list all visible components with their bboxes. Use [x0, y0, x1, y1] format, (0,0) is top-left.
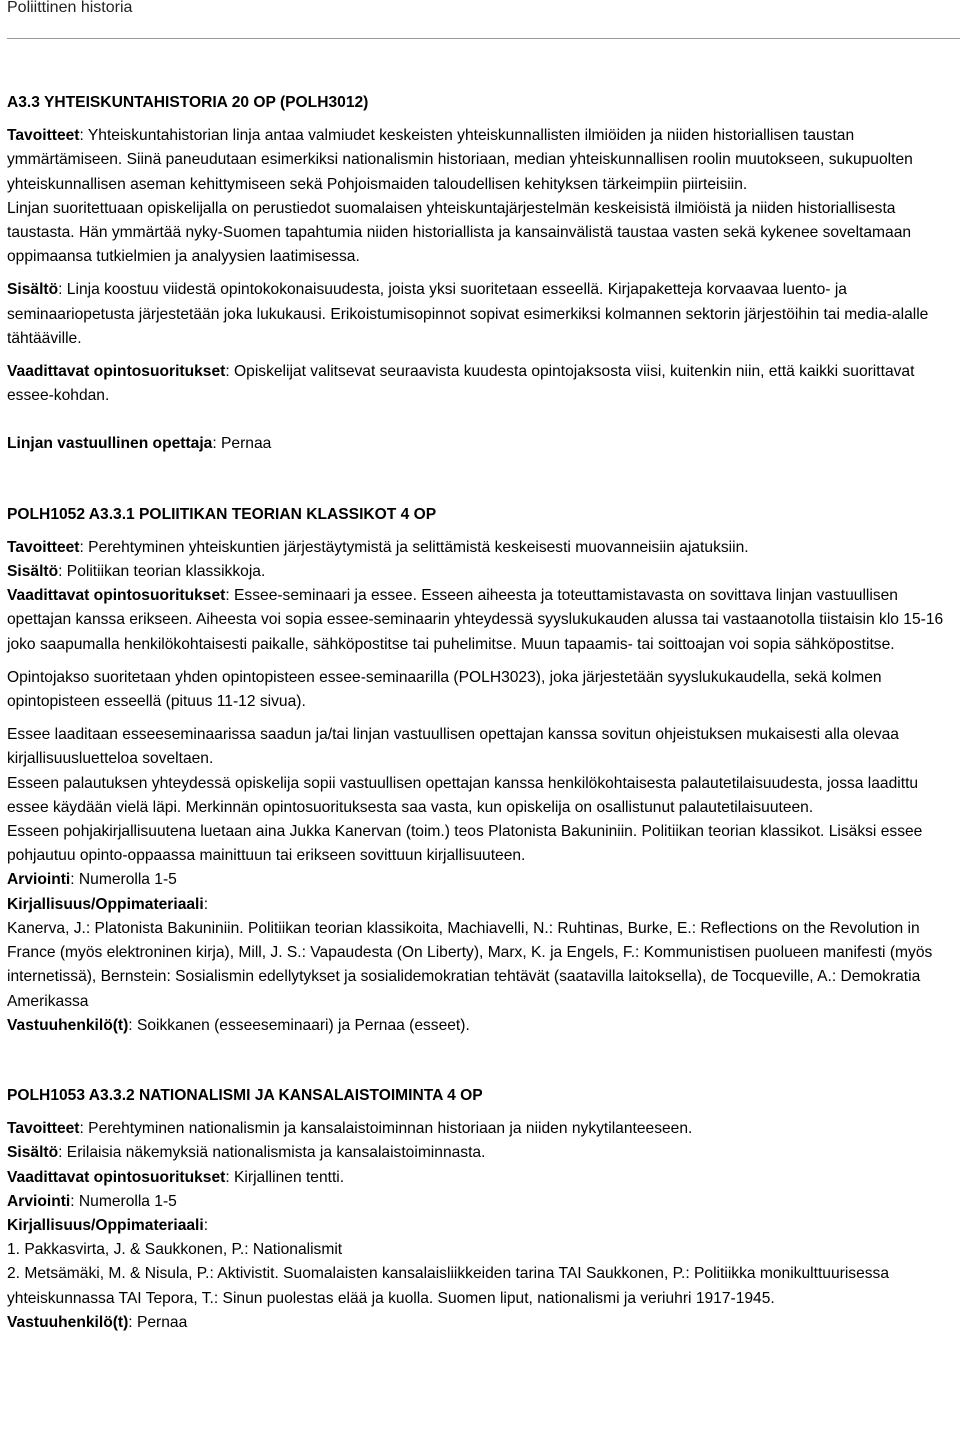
course1-para3: Esseen palautuksen yhteydessä opiskelija sopii vastuullisen opettajan kanssa henkilökohtaisesta palautetilaisuudesta, jossa laadittu essee käydään vielä läpi. Merkinnän opintosuorituksesta saa vasta, kun opiskelija on osallistunut palautetilaisuuteen. — [7, 774, 919, 816]
course1-para2: Essee laaditaan esseeseminaarissa saadun ja/tai linjan vastuullisen opettajan kanssa sovitun ohjeistuksen mukaisesti alla olevaa kirjallisuusluetteloa soveltaen. — [7, 726, 899, 768]
course1-literature: Kanerva, J.: Platonista Bakuniniin. Politiikan teorian klassikoita, Machiavelli, N.: Ruhtinas, Burke, E.: Reflections on the Revolution in France (myös elektroninen kirja), Mill, J. S.: Vapaudesta (On Liberty), Marx, K. ja Engels, F.: Kommunistisen puolueen manifesti (myös internetissä), Bernstein: Sosialismin edellytykset ja sosialidemokratian tehtävät (saatavilla laitoksella), de Tocqueville, A.: Demokratia Amerikassa — [7, 919, 933, 1010]
line-content: Sisältö: Linja koostuu viidestä opintokokonaisuudesta, joista yksi suoritetaan esseellä. Kirjapaketteja korvaavaa luento- ja seminaariopetusta järjestetään joka lukukausi. Erikoistumisopinnot sopivat esimerkiksi kolmannen sektorin järjestöihin tai media-alalle tähtääville. — [7, 281, 929, 347]
course2-literature-1: 1. Pakkasvirta, J. & Saukkonen, P.: Nationalismit — [7, 1241, 343, 1259]
header-divider — [7, 38, 960, 39]
line-completion: Linjan suoritettuaan opiskelijalla on perustiedot suomalaisen yhteiskuntajärjestelmän keskeisistä ilmiöistä ja niiden historiallisesta taustasta. Hän ymmärtää nyky-Suomen tapahtumia niiden historiallista ja kansainvälistä taustaa vasten sekä kykenee soveltamaan oppimaansa tutkielmien ja analyysien laatimisessa. — [7, 199, 912, 266]
main-heading: A3.3 YHTEISKUNTAHISTORIA 20 OP (POLH3012) — [7, 94, 369, 111]
course1-grading: Arviointi: Numerolla 1-5 — [7, 871, 177, 889]
course2-responsible: Vastuuhenkilö(t): Pernaa — [7, 1313, 188, 1331]
course1-para1: Opintojakso suoritetaan yhden opintopisteen essee-seminaarilla (POLH3023), joka järjestetään syyslukukaudella, sekä kolmen opintopisteen esseellä (pituus 11-12 sivua). — [7, 668, 882, 711]
course1-literature-label: Kirjallisuus/Oppimateriaali: — [7, 895, 209, 913]
course2-objectives: Tavoitteet: Perehtyminen nationalismin ja kansalaistoiminnan historiaan ja niiden nykytilanteeseen. — [7, 1120, 693, 1138]
document-body — [7, 91, 955, 1335]
course1-para4: Esseen pohjakirjallisuutena luetaan aina Jukka Kanervan (toim.) teos Platonista Bakuniniin. Politiikan teorian klassikot. Lisäksi essee pohjautuu opinto-oppaassa mainittuun tai erikseen sovittuun kirjallisuuteen. — [7, 823, 923, 865]
line-requirements: Vaadittavat opintosuoritukset: Opiskelijat valitsevat seuraavista kuudesta opintojaksosta viisi, kuitenkin niin, että kaikki suorittavat essee-kohdan. — [7, 363, 915, 405]
page-header — [0, 0, 960, 40]
line-objectives: Tavoitteet: Yhteiskuntahistorian linja antaa valmiudet keskeisten yhteiskunnallisten ilmiöiden ja niiden historiallisen taustan ymmärtämiseen. Siinä paneudutaan esimerkiksi nationalismin historiaan, median yhteiskunnallisen roolin muutokseen, sukupuolten yhteiskunnallisen aseman kehittymiseen sekä Pohjoismaiden taloudellisen kehityksen tärkeimpiin piirteisiin. — [7, 127, 913, 193]
course2-literature-label: Kirjallisuus/Oppimateriaali: — [7, 1216, 209, 1234]
course2-literature-2: 2. Metsämäki, M. & Nisula, P.: Aktivistit. Suomalaisten kansalaisliikkeiden tarina TAI Saukkonen, P.: Politiikka monikulttuurisessa yhteiskunnassa TAI Tepora, T.: Sinun puolestas elää ja kuolla. Suomen liput, nationalismi ja veriuhri 1917-1945. — [7, 1265, 890, 1307]
course1-requirements: Vaadittavat opintosuoritukset: Essee-seminaari ja essee. Esseen aiheesta ja toteuttamistavasta on sovittava linjan vastuullisen opettajan kanssa erikseen. Aiheesta voi sopia essee-seminaarin yhteydessä syyslukukauden alussa tai vastaanotolla tiistaisin klo 15-16 joko saapumalla henkilökohtaisesti paikalle, sähköpostitse tai puhelimitse. Muun tapaamis- tai soittoajan voi sopia sähköpostitse. — [7, 587, 944, 653]
course1-heading: POLH1052 A3.3.1 POLIITIKAN TEORIAN KLASSIKOT 4 OP — [7, 505, 437, 523]
course2-content: Sisältö: Erilaisia näkemyksiä nationalismista ja kansalaistoiminnasta. — [7, 1144, 486, 1162]
course1-objectives: Tavoitteet: Perehtyminen yhteiskuntien järjestäytymistä ja selittämistä keskeisesti muovanneisiin ajatuksiin. — [7, 538, 749, 556]
course2-heading: POLH1053 A3.3.2 NATIONALISMI JA KANSALAISTOIMINTA 4 OP — [7, 1086, 483, 1104]
course2-grading: Arviointi: Numerolla 1-5 — [7, 1192, 177, 1210]
course1-responsible: Vastuuhenkilö(t): Soikkanen (esseeseminaari) ja Pernaa (esseet). — [7, 1016, 470, 1034]
course1-content: Sisältö: Politiikan teorian klassikkoja. — [7, 563, 266, 581]
course2-requirements: Vaadittavat opintosuoritukset: Kirjallinen tentti. — [7, 1168, 345, 1186]
line-teacher: Linjan vastuullinen opettaja: Pernaa — [7, 435, 272, 453]
header-title: Poliittinen historia — [7, 0, 133, 16]
